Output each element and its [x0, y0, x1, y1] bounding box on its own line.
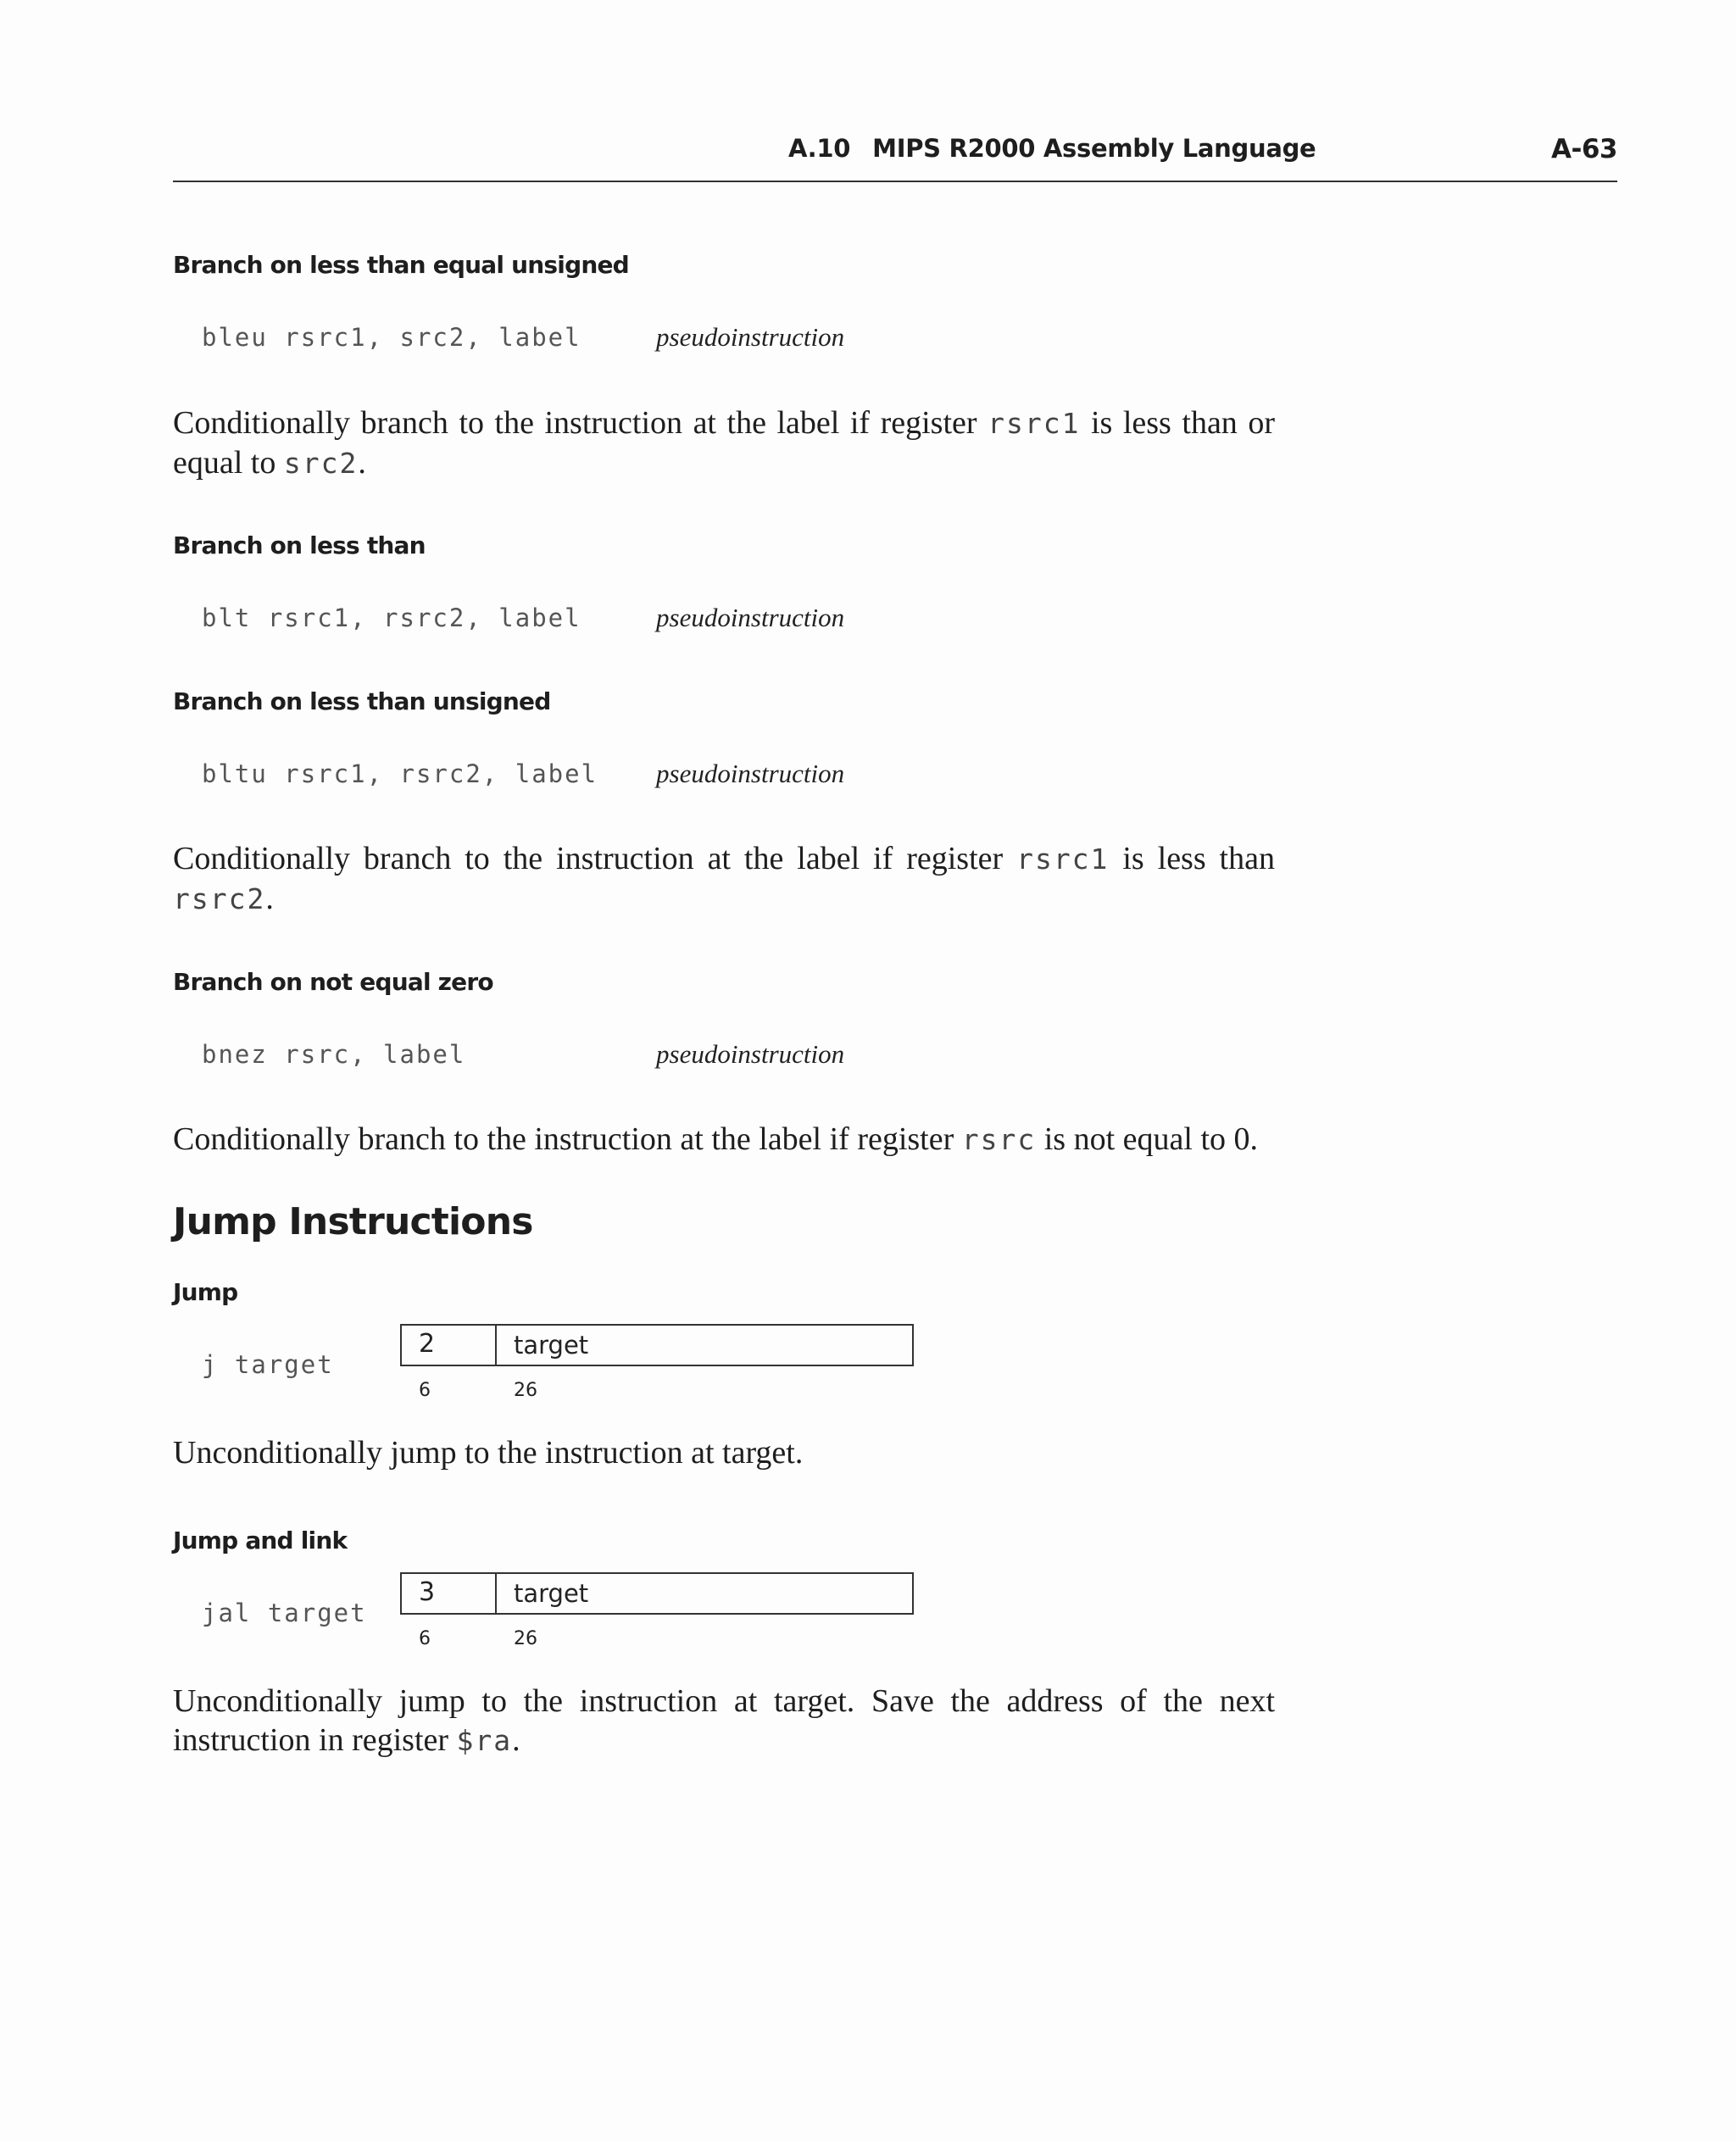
kind-bltu: pseudoinstruction: [656, 759, 845, 788]
opcode-width: 6: [419, 1628, 431, 1649]
description-j: Unconditionally jump to the instruction at target.: [173, 1435, 804, 1471]
entry-title-bleu: Branch on less than equal unsigned: [173, 251, 629, 279]
text: is less than or equal to: [173, 405, 1275, 481]
description-bnez: [173, 1120, 1292, 1159]
header-rule: [173, 181, 1617, 182]
entry-title-bltu: Branch on less than unsigned: [173, 687, 551, 715]
code-operand: $ra: [456, 1724, 513, 1757]
text: .: [265, 881, 274, 916]
opcode-value: 2: [419, 1329, 436, 1359]
syntax-bnez: bnez rsrc, label: [202, 1040, 466, 1069]
entry-title-j: Jump: [173, 1278, 238, 1306]
syntax-jal: jal target: [202, 1599, 367, 1627]
encoding-diagram-jal: [400, 1572, 914, 1649]
opcode-value: 3: [419, 1577, 436, 1607]
text: is not equal to 0.: [1036, 1121, 1259, 1157]
text: .: [512, 1722, 520, 1758]
kind-bleu: pseudoinstruction: [656, 322, 845, 352]
text: .: [358, 445, 366, 481]
opcode-width: 6: [419, 1380, 431, 1401]
kind-blt: pseudoinstruction: [656, 603, 845, 632]
syntax-j: j target: [202, 1350, 334, 1379]
field-divider: [495, 1324, 497, 1366]
encoding-diagram-j: [400, 1324, 914, 1401]
entry-title-jal: Jump and link: [173, 1527, 348, 1554]
code-operand: rsrc1: [988, 407, 1081, 440]
description-jal: [173, 1682, 1275, 1760]
text: Conditionally branch to the instruction at the label if register: [173, 405, 988, 441]
syntax-bleu: bleu rsrc1, src2, label: [202, 323, 581, 352]
kind-bnez: pseudoinstruction: [656, 1039, 845, 1069]
code-operand: rsrc2: [173, 882, 266, 915]
target-width: 26: [514, 1380, 537, 1401]
target-width: 26: [514, 1628, 537, 1649]
section-title: MIPS R2000 Assembly Language: [872, 134, 1316, 163]
syntax-blt: blt rsrc1, rsrc2, label: [202, 603, 581, 632]
entry-title-blt: Branch on less than: [173, 531, 426, 559]
encoding-box: [400, 1324, 914, 1366]
description-bleu: [173, 403, 1275, 483]
text: is less than: [1109, 841, 1275, 876]
running-header-title: [788, 134, 1316, 163]
section-heading-jump-instructions: Jump Instructions: [173, 1200, 533, 1243]
text: Conditionally branch to the instruction at the label if register: [173, 841, 1017, 876]
section-number: A.10: [788, 134, 851, 163]
code-operand: rsrc: [961, 1123, 1037, 1156]
target-field-label: target: [514, 1579, 589, 1608]
encoding-box: [400, 1572, 914, 1615]
syntax-bltu: bltu rsrc1, rsrc2, label: [202, 759, 598, 788]
description-bltu: [173, 839, 1275, 919]
target-field-label: target: [514, 1331, 589, 1360]
code-operand: rsrc1: [1016, 842, 1110, 876]
code-operand: src2: [283, 447, 359, 480]
text: Unconditionally jump to the instruction at target. Save the address of the next instruction in register: [173, 1683, 1275, 1758]
field-divider: [495, 1572, 497, 1615]
text: Conditionally branch to the instruction at the label if register: [173, 1121, 962, 1157]
page-number: A-63: [1551, 134, 1617, 164]
entry-title-bnez: Branch on not equal zero: [173, 968, 493, 996]
